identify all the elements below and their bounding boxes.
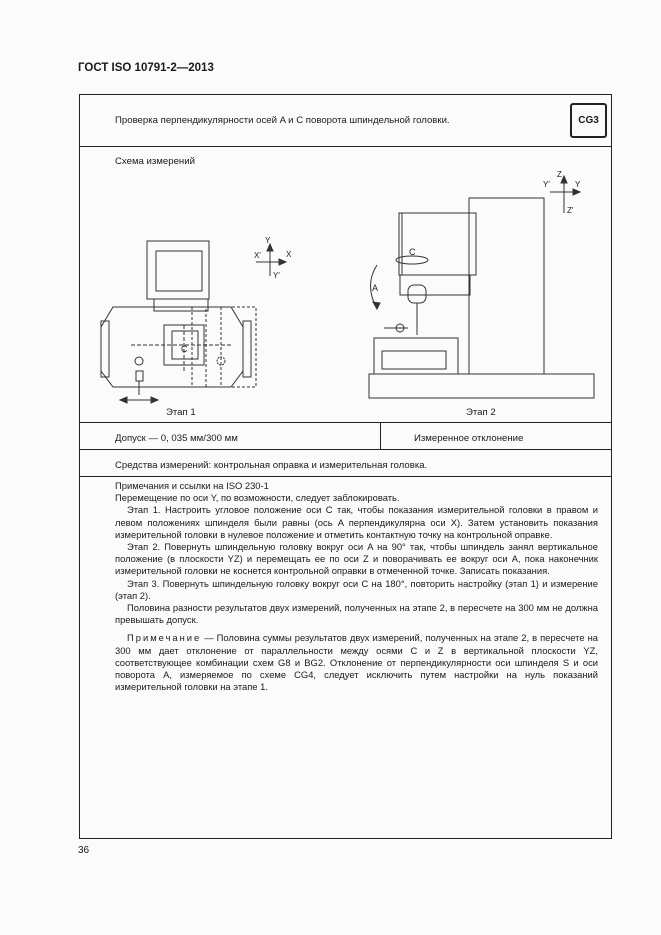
step1-text: Этап 1. Настроить угловое положение оси C так, чтобы показания измерительной головки в правом и левом положениях шпинделя были равны (ось A перпендикулярна оси X). Затем установить показания измерительной головки в нулевое положение и отметить контактную точку на контрольной оправке. bbox=[115, 504, 598, 540]
measured-deviation: Измеренное отклонение bbox=[414, 433, 524, 444]
rot-a-label: A bbox=[372, 283, 379, 293]
test-sheet bbox=[79, 94, 612, 839]
rot-c1-label: C bbox=[181, 344, 188, 354]
tolerance: Допуск — 0, 035 мм/300 мм bbox=[115, 433, 238, 444]
divider bbox=[80, 476, 611, 477]
stage1-label: Этап 1 bbox=[166, 407, 196, 418]
check-title: Проверка перпендикулярности осей A и C поворота шпиндельной головки. bbox=[115, 115, 450, 126]
column-side-outline bbox=[469, 198, 544, 374]
axis-y-label: Y bbox=[265, 236, 271, 245]
base-outline bbox=[369, 374, 594, 398]
note-text: — Половина суммы результатов двух измерений, полученных на этапе 2, в пересчете на 300 мм дает отклонение от параллельности между осями C и Z в вертикальной плоскости YZ, соответствующее комбинации схем G8 и BG2. Отклонение от перпендикулярности оси шпинделя S и оси поворота A, измеряемое по схеме CG4, следует исключить путем настройки на нуль показаний измерительной головки на этапе 1. bbox=[115, 632, 598, 693]
measurement-diagram bbox=[80, 95, 611, 425]
axis-x-label: X bbox=[286, 250, 292, 259]
divider bbox=[80, 422, 611, 423]
stage2-label: Этап 2 bbox=[466, 407, 496, 418]
measuring-means: Средства измерений: контрольная оправка и измерительная головка. bbox=[115, 460, 428, 471]
divider bbox=[80, 449, 611, 450]
step3-text: Этап 3. Повернуть шпиндельную головку вокруг оси C на 180°, повторить настройку (этап 1) и измерение (этап 2). bbox=[115, 577, 598, 601]
note-label: Примечание bbox=[127, 632, 202, 644]
step2-text: Этап 2. Повернуть шпиндельную головку вокруг оси A на 90° так, чтобы шпиндель занял вертикальное положение (в плоскости YZ) и перемещать ее по оси Z и поворачивать ее вокруг оси A, пока наконечник измерительной головки не коснется контрольной оправки в отмеченной точке. Записать показания. bbox=[115, 541, 598, 577]
scheme-label: Схема измерений bbox=[115, 156, 195, 167]
standard-header: ГОСТ ISO 10791-2—2013 bbox=[78, 62, 214, 74]
half-difference-text: Половина разности результатов двух измерений, полученных на этапе 2, в пересчете на 300 мм не должна превышать допуск. bbox=[115, 602, 598, 626]
notes-refs: Примечания и ссылки на ISO 230-1 bbox=[115, 480, 269, 491]
rot-c2-label: C bbox=[409, 247, 416, 257]
axis2-y-prime-label: Y' bbox=[543, 180, 550, 189]
notes-y-lock: Перемещение по оси Y, по возможности, следует заблокировать. bbox=[115, 492, 400, 504]
axis-x-prime-label: X' bbox=[254, 251, 261, 260]
axis-y-prime-label: Y' bbox=[273, 271, 280, 280]
page-number: 36 bbox=[78, 845, 90, 856]
axis-z-label: Z bbox=[557, 170, 562, 179]
axis2-y-label: Y bbox=[575, 180, 581, 189]
axis-z-prime-label: Z' bbox=[567, 206, 574, 215]
divider bbox=[380, 422, 381, 449]
check-code: CG3 bbox=[570, 103, 607, 138]
notes-block bbox=[115, 480, 598, 693]
note-paragraph bbox=[115, 632, 598, 693]
